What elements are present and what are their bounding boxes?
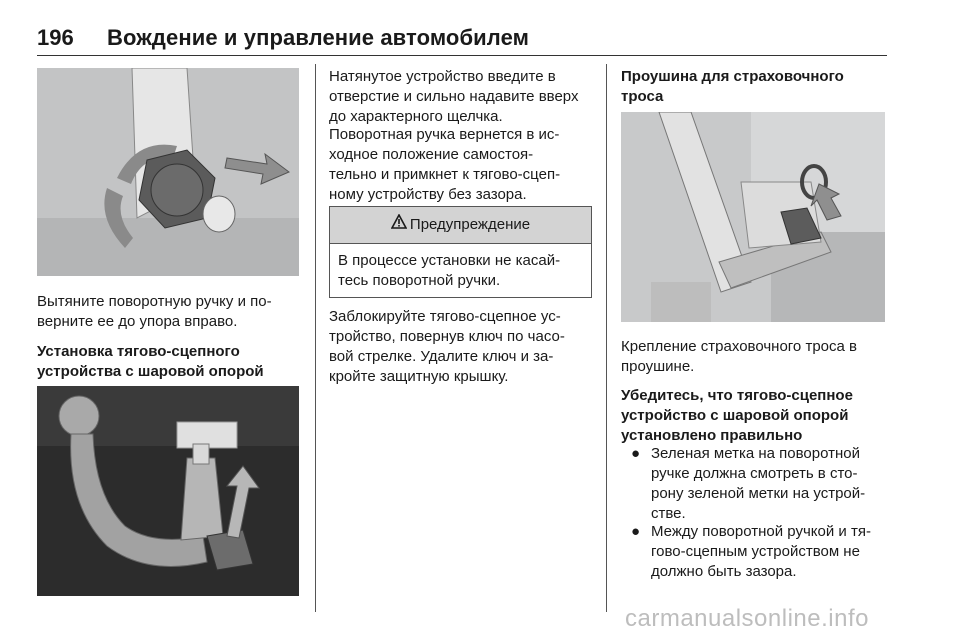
paragraph-knob-returns xyxy=(329,125,599,205)
warning-line: В процессе установки не касай- xyxy=(338,252,561,269)
bullet-line: гово-сцепным устройством не xyxy=(651,543,860,560)
header-rule xyxy=(37,55,887,56)
heading-line: Проушина для страховочного xyxy=(621,68,844,85)
paragraph-line: тельно и примкнет к тягово-сцеп- xyxy=(329,166,561,183)
paragraph-line: Заблокируйте тягово-сцепное ус- xyxy=(329,308,561,325)
tow-bar-install-illustration-icon xyxy=(37,386,299,596)
heading-line: Установка тягово-сцепного xyxy=(37,343,240,360)
column-divider-left xyxy=(315,64,316,612)
site-watermark: carmanualsonline.info xyxy=(625,605,869,632)
paragraph-insert xyxy=(329,67,599,127)
heading-line: устройство с шаровой опорой xyxy=(621,407,849,424)
paragraph-line: ному устройству без зазора. xyxy=(329,186,527,203)
page-number: 196 xyxy=(37,25,74,50)
heading-line: устройства с шаровой опорой xyxy=(37,363,264,380)
paragraph-line: кройте защитную крышку. xyxy=(329,368,509,385)
section-heading-install xyxy=(37,342,302,382)
caption-line: Крепление страховочного троса в xyxy=(621,338,857,355)
caption-line: проушине. xyxy=(621,358,695,375)
tow-bar-install-figure xyxy=(37,386,299,596)
heading-line: троса xyxy=(621,88,664,105)
safety-cable-eyelet-figure xyxy=(621,112,885,322)
caption-line: Вытяните поворотную ручку и по- xyxy=(37,293,272,310)
caption-line: верните ее до упора вправо. xyxy=(37,313,238,330)
paragraph-line: Натянутое устройство введите в xyxy=(329,68,556,85)
section-heading-eyelet xyxy=(621,67,891,107)
caption-eyelet xyxy=(621,337,891,377)
warning-title: Предупреждение xyxy=(409,216,531,233)
paragraph-line: Поворотная ручка вернется в ис- xyxy=(329,126,560,143)
warning-line: тесь поворотной ручки. xyxy=(338,272,501,289)
page-header xyxy=(37,24,887,58)
paragraph-line: вой стрелке. Удалите ключ и за- xyxy=(329,348,554,365)
paragraph-line: ходное положение самостоя- xyxy=(329,146,534,163)
warning-box xyxy=(329,206,592,298)
bullet-no-gap xyxy=(651,522,891,582)
bullet-marker: ● xyxy=(631,445,641,462)
warning-triangle-icon xyxy=(391,207,407,243)
rotate-knob-figure xyxy=(37,68,299,276)
bullet-line: рону зеленой метки на устрой- xyxy=(651,485,866,502)
heading-line: установлено правильно xyxy=(621,427,803,444)
warning-body xyxy=(338,251,583,291)
bullet-line: Между поворотной ручкой и тя- xyxy=(651,523,871,540)
column-divider-right xyxy=(606,64,607,612)
paragraph-line: до характерного щелчка. xyxy=(329,108,503,125)
section-heading-check xyxy=(621,386,891,446)
bullet-marker: ● xyxy=(631,523,641,540)
bullet-green-mark xyxy=(651,444,891,524)
paragraph-lock xyxy=(329,307,599,387)
bullet-line: должно быть зазора. xyxy=(651,563,797,580)
heading-line: Убедитесь, что тягово-сцепное xyxy=(621,387,853,404)
bullet-line: ручке должна смотреть в сто- xyxy=(651,465,858,482)
bullet-line: Зеленая метка на поворотной xyxy=(651,445,860,462)
safety-cable-eyelet-illustration-icon xyxy=(621,112,885,322)
paragraph-line: тройство, повернув ключ по часо- xyxy=(329,328,565,345)
paragraph-line: отверстие и сильно надавите вверх xyxy=(329,88,579,105)
caption-rotate-knob xyxy=(37,292,302,332)
warning-header xyxy=(330,207,591,244)
rotate-knob-illustration-icon xyxy=(37,68,299,276)
page-title: Вождение и управление автомобилем xyxy=(107,25,529,50)
bullet-line: стве. xyxy=(651,505,686,522)
